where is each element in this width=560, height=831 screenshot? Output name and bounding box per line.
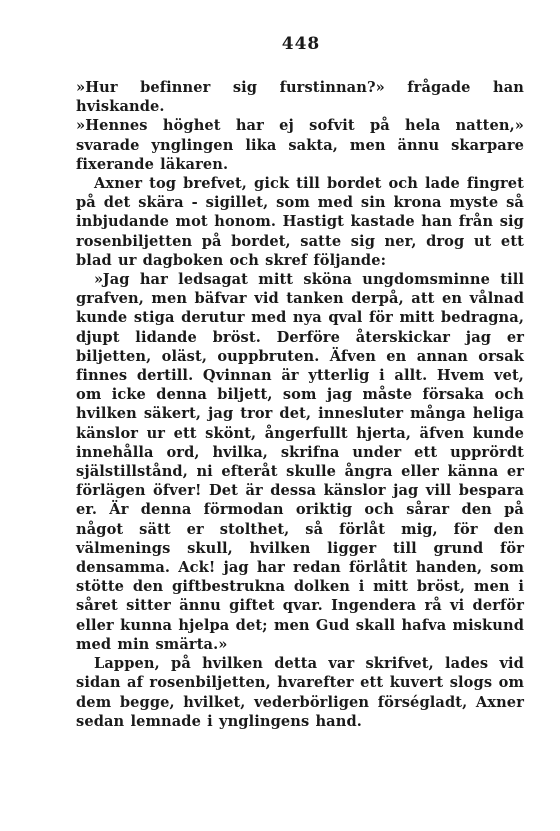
paragraph-3: Axner tog brefvet, gick till bordet och lade fingret på det skära - sigillet, som med sin krona myste så inbjudande mot honom. Hastigt kastade han från sig rosenbiljetten på bordet, satte sig ner, drog ut ett blad ur dagboken och skref följande: (76, 175, 524, 269)
paragraph-5: Lappen, på hvilken detta var skrifvet, lades vid sidan af rosenbiljetten, hvarefter ett kuvert slogs om dem begge, hvilket, vederbörligen förségladt, Axner sedan lemnade i ynglingens hand. (76, 655, 524, 730)
paragraph-1: »Hur befinner sig furstinnan?» frågade han hviskande. (76, 79, 524, 116)
paragraph-4: »Jag har ledsagat mitt sköna ungdomsminne till grafven, men bäfvar vid tanken derpå, att en vålnad kunde stiga derutur med nya qval för mitt bedragna, djupt lidande bröst. Derföre återskickar jag er biljetten, oläst, ouppbruten. Äfven en annan orsak finnes dertill. Qvinnan är ytterlig i allt. Hvem vet, om icke denna biljett, som jag måste försaka och hvilken säkert, jag tror det, innesluter många heliga känslor ur ett skönt, ångerfullt hjerta, äfven kunde innehålla ord, hvilka, skrifna under ett upprördt själstillstånd, ni efteråt skulle ångra eller känna er förlägen öfver! Det är dessa känslor jag vill bespara er. Är denna förmodan oriktig och sårar den på något sätt er stolthet, så förlåt mig, för den välmenings skull, hvilken ligger till grund för densamma. Ack! jag har redan förlåtit handen, som stötte den giftbestrukna dolken i mitt bröst, men i såret sitter ännu giftet qvar. Ingendera rå vi derför eller kunna hjelpa det; men Gud skall hafva miskund med min smärta.» (76, 271, 524, 653)
book-page (76, 34, 524, 731)
page-number: 448 (281, 34, 321, 54)
paragraph-2: »Hennes höghet har ej sofvit på hela natten,» svarade ynglingen lika sakta, men ännu skarpare fixerande läkaren. (76, 117, 524, 173)
